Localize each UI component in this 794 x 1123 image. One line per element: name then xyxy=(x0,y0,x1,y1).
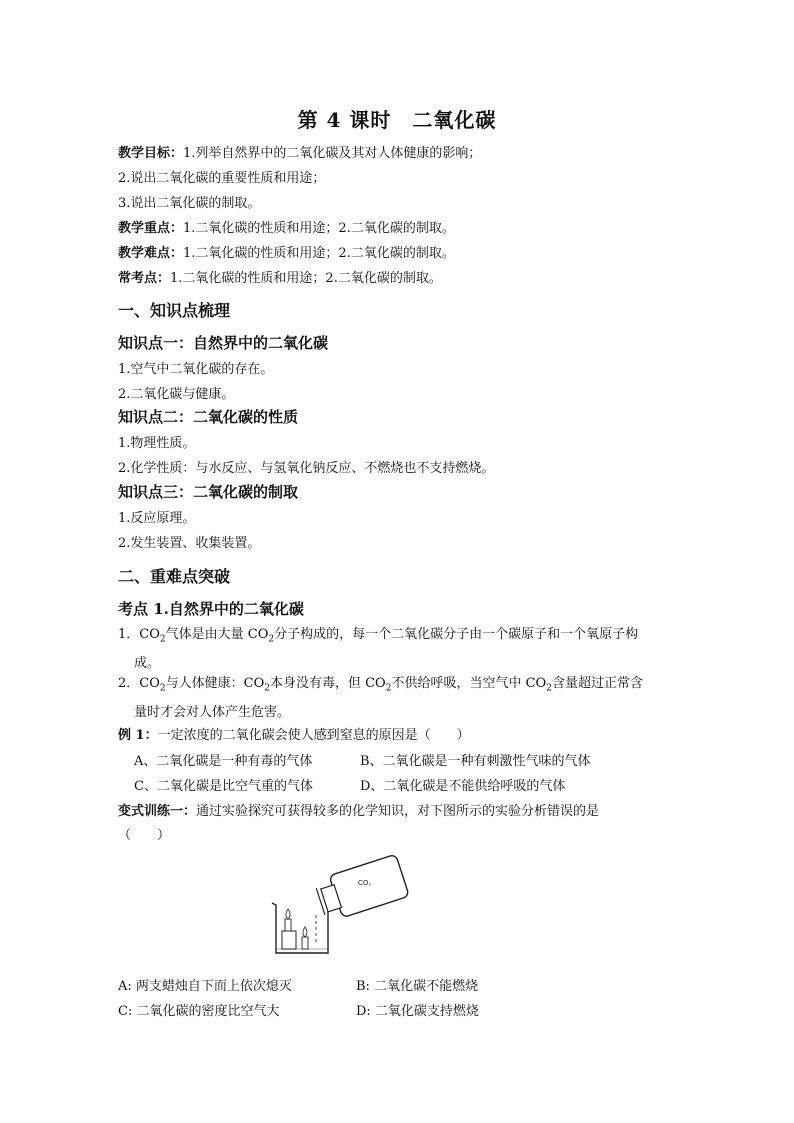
practice-label: 变式训练一： xyxy=(118,804,197,819)
flame-icon xyxy=(303,927,307,937)
flame-icon xyxy=(286,909,290,919)
practice-option-c: C: 二氧化碳的密度比空气大 xyxy=(118,1004,280,1019)
knowledge-item: 2.二氧化碳与健康。 xyxy=(118,387,235,402)
exam-points-text: 1.二氧化碳的性质和用途；2.二氧化碳的制取。 xyxy=(170,271,442,286)
practice-question xyxy=(118,800,599,819)
subscript: 2 xyxy=(159,634,166,645)
step-block xyxy=(282,931,296,949)
para-text: 2．CO xyxy=(118,676,160,691)
knowledge-item: 1.空气中二氧化碳的存在。 xyxy=(118,362,274,377)
example-text: 一定浓度的二氧化碳会使人感到窒息的原因是（ ） xyxy=(157,728,470,743)
example-label: 例 1： xyxy=(118,728,158,743)
key-points-label: 教学重点： xyxy=(118,221,184,236)
objective-item: 3.说出二氧化碳的制取。 xyxy=(118,196,261,211)
knowledge-item: 1.反应原理。 xyxy=(118,511,196,526)
subscript: 2 xyxy=(546,683,552,694)
difficult-points-line xyxy=(118,242,455,261)
objective-item: 2.说出二氧化碳的重要性质和用途； xyxy=(118,171,326,186)
exam-topic-title: 考点 1.自然界中的二氧化碳 xyxy=(118,600,304,618)
subscript: 2 xyxy=(264,683,270,694)
section-heading: 二、重难点突破 xyxy=(118,567,231,586)
knowledge-item: 2.化学性质：与水反应、与氢氧化钠反应、不燃烧也不支持燃烧。 xyxy=(118,461,495,476)
co2-label: CO₂ xyxy=(358,880,372,887)
difficult-points-label: 教学难点： xyxy=(118,246,184,261)
option-a: A、二氧化碳是一种有毒的气体 xyxy=(134,754,313,769)
knowledge-item: 1.物理性质。 xyxy=(118,436,196,451)
objectives-line-1 xyxy=(118,142,481,161)
candle-short-icon xyxy=(302,937,308,949)
candle-tall-icon xyxy=(285,919,291,931)
experiment-figure xyxy=(262,845,422,955)
practice-option-b: B: 二氧化碳不能燃烧 xyxy=(356,979,479,994)
exam-points-line xyxy=(118,267,442,286)
paragraph-1 xyxy=(118,623,678,675)
practice-option-a: A: 两支蜡烛自下而上依次熄灭 xyxy=(118,979,292,994)
para-text: 1．CO xyxy=(118,627,160,642)
para-text: 成。 xyxy=(134,655,161,671)
knowledge-point-title: 知识点二：二氧化碳的性质 xyxy=(118,408,299,426)
subscript: 2 xyxy=(385,683,392,694)
para-text: 气体是由大量 CO xyxy=(165,627,269,642)
option-c: C、二氧化碳是比空气重的气体 xyxy=(134,779,313,794)
gas-bottle-icon xyxy=(314,854,409,922)
knowledge-item: 2.发生装置、收集装置。 xyxy=(118,536,261,551)
option-d: D、二氧化碳是不能供给呼吸的气体 xyxy=(360,779,566,794)
para-text: 分子构成的，每一个二氧化碳分子由一个碳原子和一个氧原子构 xyxy=(274,627,639,642)
option-b: B、二氧化碳是一种有刺激性气味的气体 xyxy=(360,754,591,769)
para-text: 本身没有毒，但 CO xyxy=(269,676,386,691)
example-question xyxy=(118,724,470,743)
objectives-label: 教学目标： xyxy=(118,146,184,161)
para-text: 不供给呼吸，当空气中 CO xyxy=(391,676,547,691)
objective-item: 1.列举自然界中的二氧化碳及其对人体健康的影响； xyxy=(183,146,482,161)
knowledge-point-title: 知识点三：二氧化碳的制取 xyxy=(118,483,299,501)
difficult-points-text: 1.二氧化碳的性质和用途；2.二氧化碳的制取。 xyxy=(183,246,455,261)
page-title: 第 4 课时 二氧化碳 xyxy=(297,108,497,132)
key-points-text: 1.二氧化碳的性质和用途；2.二氧化碳的制取。 xyxy=(183,221,455,236)
beaker-shape xyxy=(272,903,328,953)
practice-option-d: D: 二氧化碳支持燃烧 xyxy=(356,1004,479,1019)
para-text: 与人体健康：CO xyxy=(165,676,265,691)
subscript: 2 xyxy=(159,683,166,694)
subscript: 2 xyxy=(268,634,275,645)
section-heading: 一、知识点梳理 xyxy=(118,301,231,320)
answer-blank: （ ） xyxy=(118,828,171,843)
exam-points-label: 常考点： xyxy=(118,271,171,286)
para-text: 量时才会对人体产生危害。 xyxy=(134,704,291,720)
practice-text: 通过实验探究可获得较多的化学知识，对下图所示的实验分析错误的是 xyxy=(196,804,600,819)
key-points-line xyxy=(118,217,455,236)
paragraph-2 xyxy=(118,672,678,724)
para-text: 含量超过正常含 xyxy=(551,676,643,691)
knowledge-point-title: 知识点一：自然界中的二氧化碳 xyxy=(118,334,329,352)
